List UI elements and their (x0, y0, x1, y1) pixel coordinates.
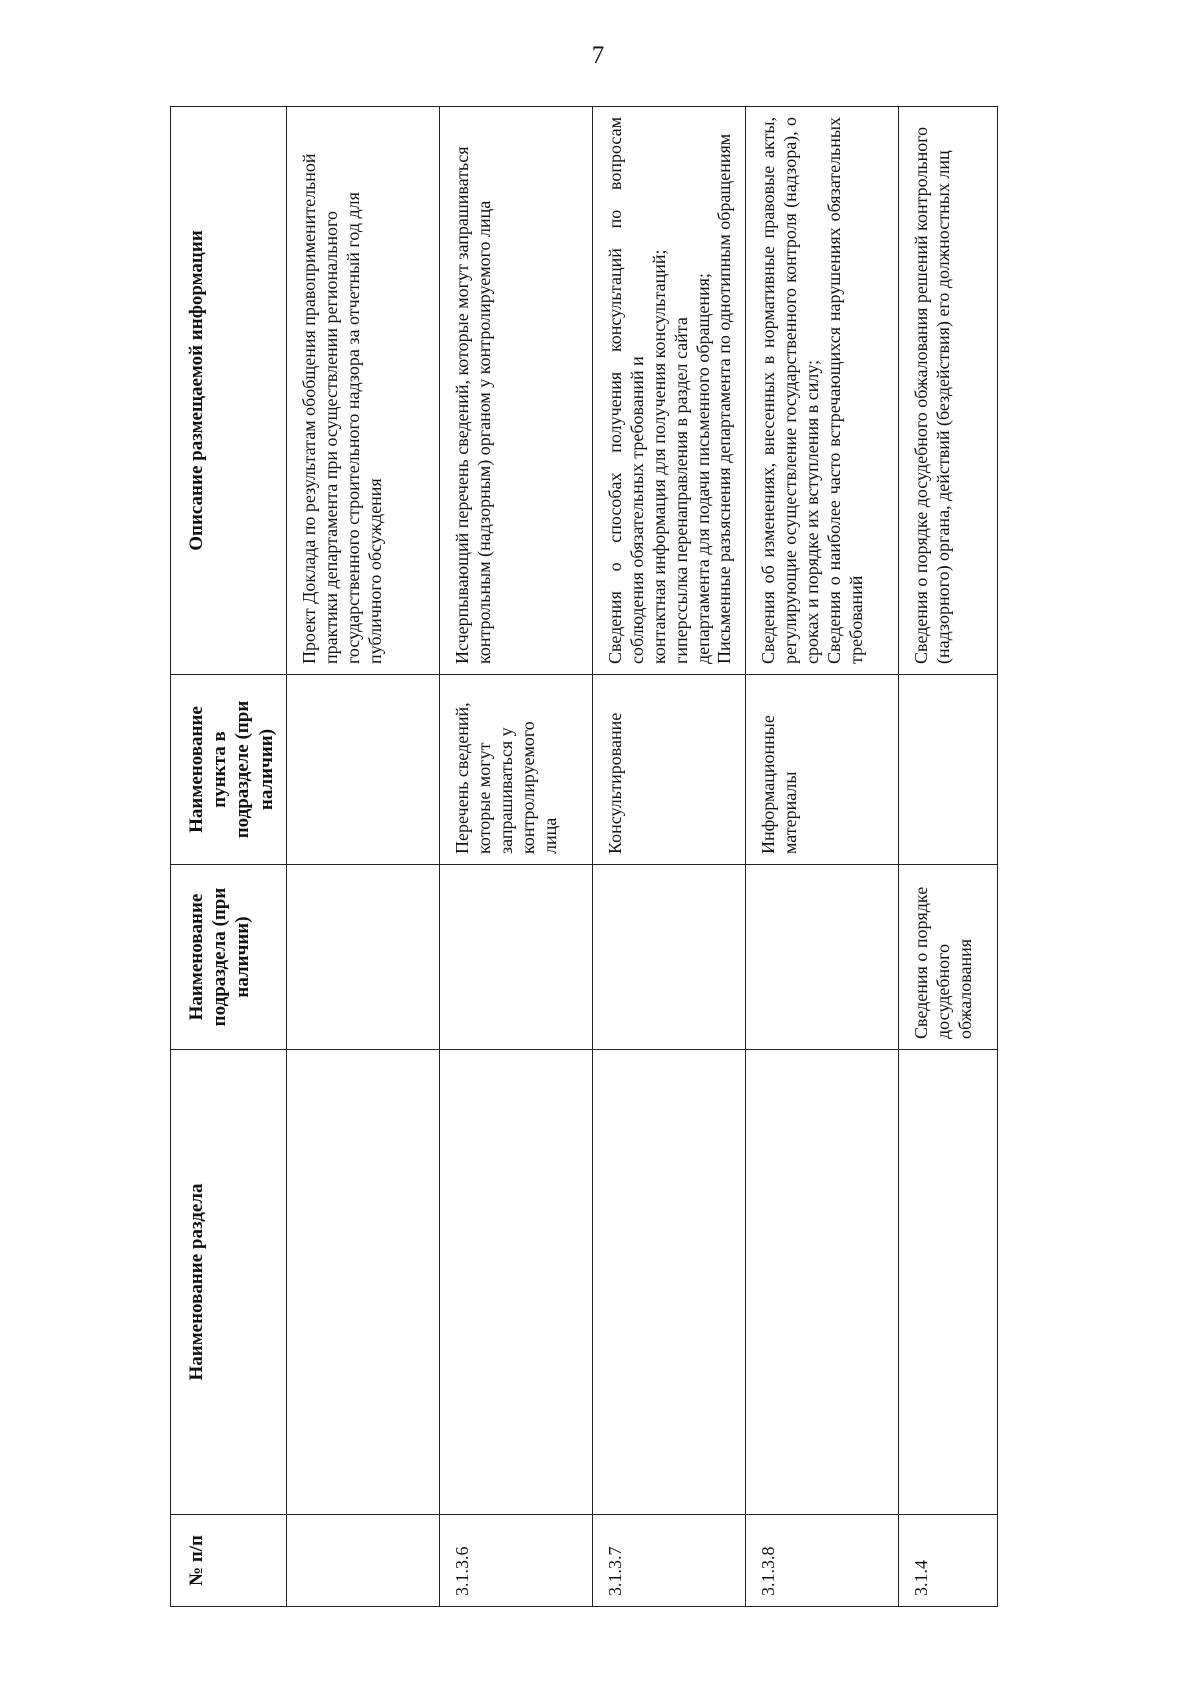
description-line: Письменные разъяснения департамента по однотипным обращениям (714, 133, 735, 664)
row-number: 3.1.4 (898, 1515, 997, 1607)
header-subsection: Наименование подраздела (при наличии) (171, 865, 287, 1050)
description-line: Сведения об изменениях, внесенных в нормативные правовые акты, регулирующие осуществление государственного контроля (надзора), о сроках и порядке их вступления в силу; (757, 117, 822, 664)
header-item: Наименование пункта в подразделе (при наличии) (171, 675, 287, 865)
row-item (898, 675, 997, 865)
description-line: департамента для подачи письменного обращения; (692, 273, 713, 664)
row-number (286, 1515, 439, 1607)
information-table (170, 106, 998, 1607)
row-number: 3.1.3.7 (592, 1515, 745, 1607)
row-section (745, 1050, 898, 1515)
row-section (439, 1050, 592, 1515)
table-row (898, 107, 997, 1607)
row-section (898, 1050, 997, 1515)
table-row (439, 107, 592, 1607)
row-description: Проект Доклада по результатам обобщения правоприменительной практики департамента при осуществлении регионального государственного строительного надзора за отчетный год для публичного обсуждения (286, 107, 439, 675)
row-section (592, 1050, 745, 1515)
row-description (592, 107, 745, 675)
row-subsection (286, 865, 439, 1050)
table-row (745, 107, 898, 1607)
row-item: Информационные материалы (745, 675, 898, 865)
row-description (745, 107, 898, 675)
row-item: Перечень сведений, которые могут запрашиваться у контролируемого лица (439, 675, 592, 865)
table-header-row (171, 107, 287, 1607)
row-item (286, 675, 439, 865)
description-line: Сведения о наиболее часто встречающихся нарушениях обязательных требований (823, 117, 866, 664)
page-number: 7 (591, 42, 605, 69)
rotated-table-wrapper (170, 107, 1110, 1607)
row-subsection (745, 865, 898, 1050)
row-description: Сведения о порядке досудебного обжалования решений контрольного (надзорного) органа, действий (бездействия) его должностных лиц (898, 107, 997, 675)
description-line: гиперссылка перенаправления в раздел сайта (670, 317, 691, 664)
description-line: контактная информация для получения консультаций; (648, 249, 669, 664)
row-subsection: Сведения о порядке досудебного обжалования (898, 865, 997, 1050)
row-number: 3.1.3.8 (745, 1515, 898, 1607)
table-row (592, 107, 745, 1607)
description-line: Сведения о способах получения консультаций по вопросам соблюдения обязательных требований и (604, 117, 647, 664)
header-section: Наименование раздела (171, 1050, 287, 1515)
header-description: Описание размещаемой информации (171, 107, 287, 675)
row-subsection (439, 865, 592, 1050)
row-number: 3.1.3.6 (439, 1515, 592, 1607)
row-description: Исчерпывающий перечень сведений, которые могут запрашиваться контрольным (надзорным) органом у контролируемого лица (439, 107, 592, 675)
row-subsection (592, 865, 745, 1050)
header-number: № п/п (171, 1515, 287, 1607)
row-section (286, 1050, 439, 1515)
table-row (286, 107, 439, 1607)
row-item: Консультирование (592, 675, 745, 865)
